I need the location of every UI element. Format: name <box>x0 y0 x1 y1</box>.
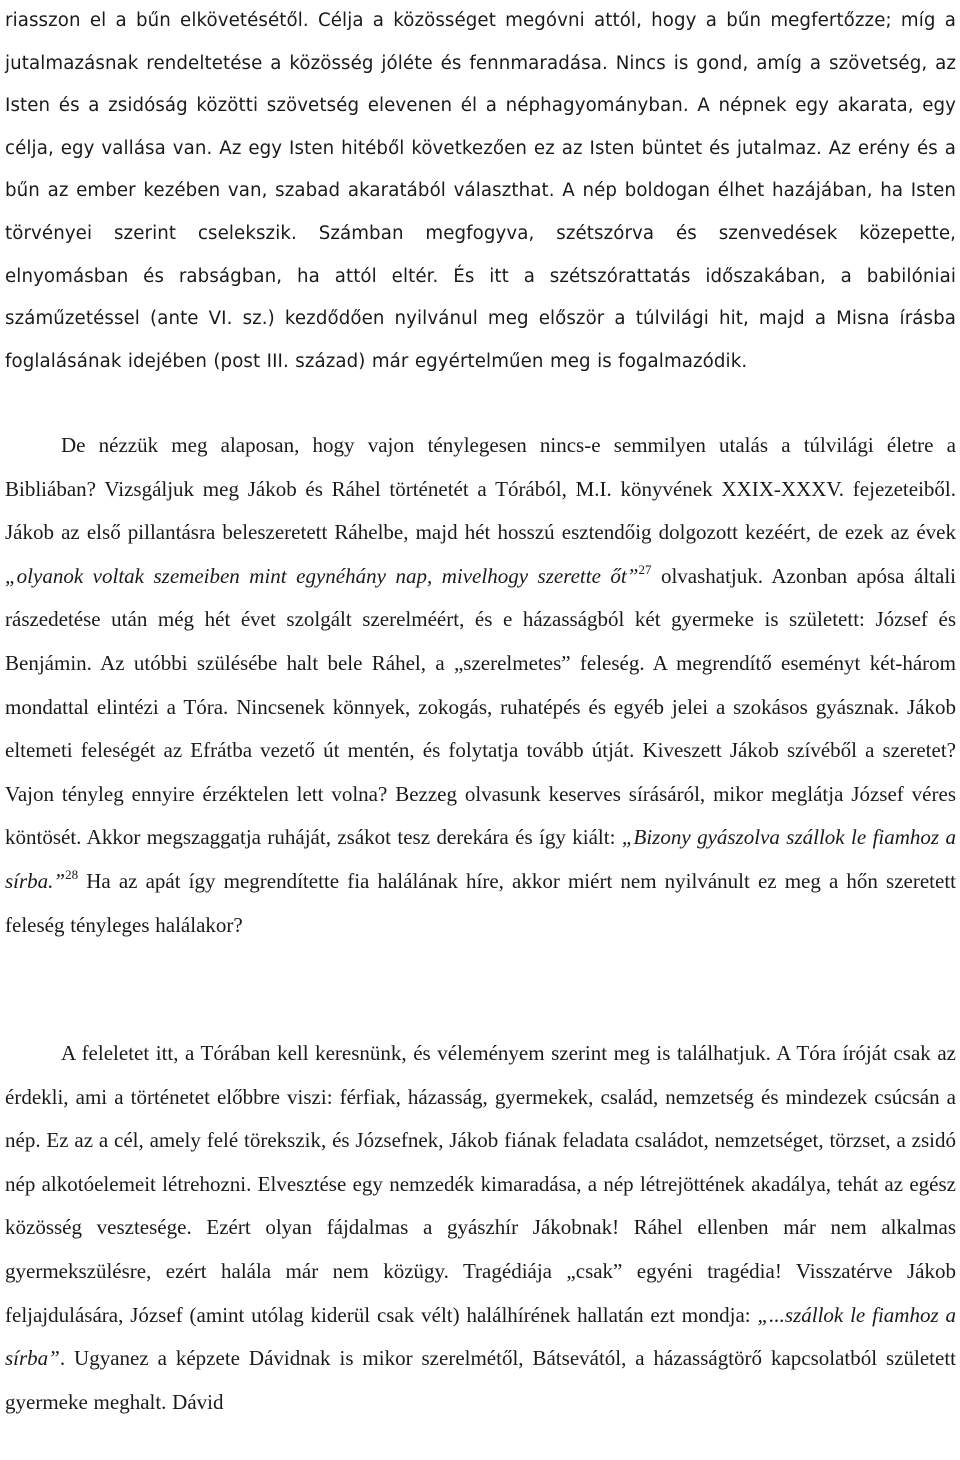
paragraph-2 <box>5 424 956 947</box>
footnote-ref-27[interactable]: 27 <box>638 561 652 577</box>
quote-bizony-gyaszolva: „Bizony gyászolva szállok le fiamhoz a sírba.” <box>5 825 956 893</box>
paragraph-3-text-a: A feleletet itt, a Tórában kell keresnünk, és véleményem szerint meg is találhatjuk. A Tóra íróját csak az érdekli, ami a történetet előbbre viszi: férfiak, házasság, gyermekek, család, nemzetség és mindezek csúcsán a nép. Ez az a cél, amely felé törekszik, és Józsefnek, Jákob fiának feladata családot, nemzetséget, törzset, a zsidó nép alkotóelemeit létrehozni. Elvesztése egy nemzedék kimaradása, a nép létrejöttének akadálya, tehát az egész közösség vesztesége. Ezért olyan fájdalmas a gyászhír Jákobnak! Ráhel ellenben már nem alkalmas gyermekszülésre, ezért halála már nem közügy. Tragédiája „csak” egyéni tragédia! Visszatérve Jákob feljajdulására, József (amint utólag kiderül csak vélt) halálhírének hallatán ezt mondja: <box>5 1041 956 1327</box>
paragraph-2-text-a: De nézzük meg alaposan, hogy vajon ténylegesen nincs-e semmilyen utalás a túlvilági életre a Bibliában? Vizsgáljuk meg Jákob és Ráhel történetét a Tórából, M.I. könyvének XXIX-XXXV. fejezeteiből. Jákob az első pillantásra beleszeretett Ráhelbe, majd hét hosszú esztendőig dolgozott kezéért, de ezek az évek <box>5 433 956 545</box>
paragraph-2-text-c: Ha az apát így megrendítette fia halálának híre, akkor miért nem nyilvánult ez meg a hőn szeretett feleség tényleges halálakor? <box>5 868 956 937</box>
paragraph-3 <box>5 1032 956 1424</box>
paragraph-1-text: riasszon el a bűn elkövetésétől. Célja a közösséget megóvni attól, hogy a bűn megfertőzze; míg a jutalmazásnak rendeltetése a közösség jóléte és fennmaradása. Nincs is gond, amíg a szövetség, az Isten és a zsidóság közötti szövetség elevenen él a néphagyományban. A népnek egy akarata, egy célja, egy vallása van. Az egy Isten hitéből következően ez az Isten büntet és jutalmaz. Az erény és a bűn az ember kezében van, szabad akaratából választhat. A nép boldogan élhet hazájában, ha Isten törvényei szerint cselekszik. Számban megfogyva, szétszórva és szenvedések közepette, elnyomásban és rabságban, ha attól eltér. És itt a szétszórattatás időszakában, a babilóniai száműzetéssel (ante VI. sz.) kezdődően nyilvánul meg először a túlvilági hit, majd a Misna írásba foglalásának idejében (post III. század) már egyértelműen meg is fogalmazódik. <box>5 10 956 372</box>
paragraph-1 <box>5 0 956 383</box>
footnote-ref-28[interactable]: 28 <box>65 866 79 882</box>
paragraph-3-text-b: . Ugyanez a képzete Dávidnak is mikor szerelmétől, Bátsevától, a házasságtörő kapcsolatból született gyermeke meghalt. Dávid <box>5 1346 956 1414</box>
paragraph-2-text-b: olvashatjuk. Azonban apósa általi rászedetése után még hét évet szolgált szerelméért, és e házasságból két gyermeke is született: József és Benjámin. Az utóbbi szülésébe halt bele Ráhel, a „szerelmetes” feleség. A megrendítő eseményt két-három mondattal elintézi a Tóra. Nincsenek könnyek, zokogás, ruhatépés és egyéb jelei a szokásos gyásznak. Jákob eltemeti feleségét az Efrátba vezető út mentén, és folytatja tovább útját. Kiveszett Jákob szívéből a szeretet? Vajon tényleg ennyire érzéktelen lett volna? Bezzeg olvasunk keserves sírásáról, mikor meglátja József véres köntösét. Akkor megszaggatja ruháját, zsákot tesz derekára és így kiált: <box>5 563 956 850</box>
quote-olyanok-voltak: „olyanok voltak szemeiben mint egynéhány nap, mivelhogy szerette őt” <box>5 563 639 588</box>
quote-szallok-le: „...szállok le fiamhoz a sírba” <box>5 1302 956 1371</box>
